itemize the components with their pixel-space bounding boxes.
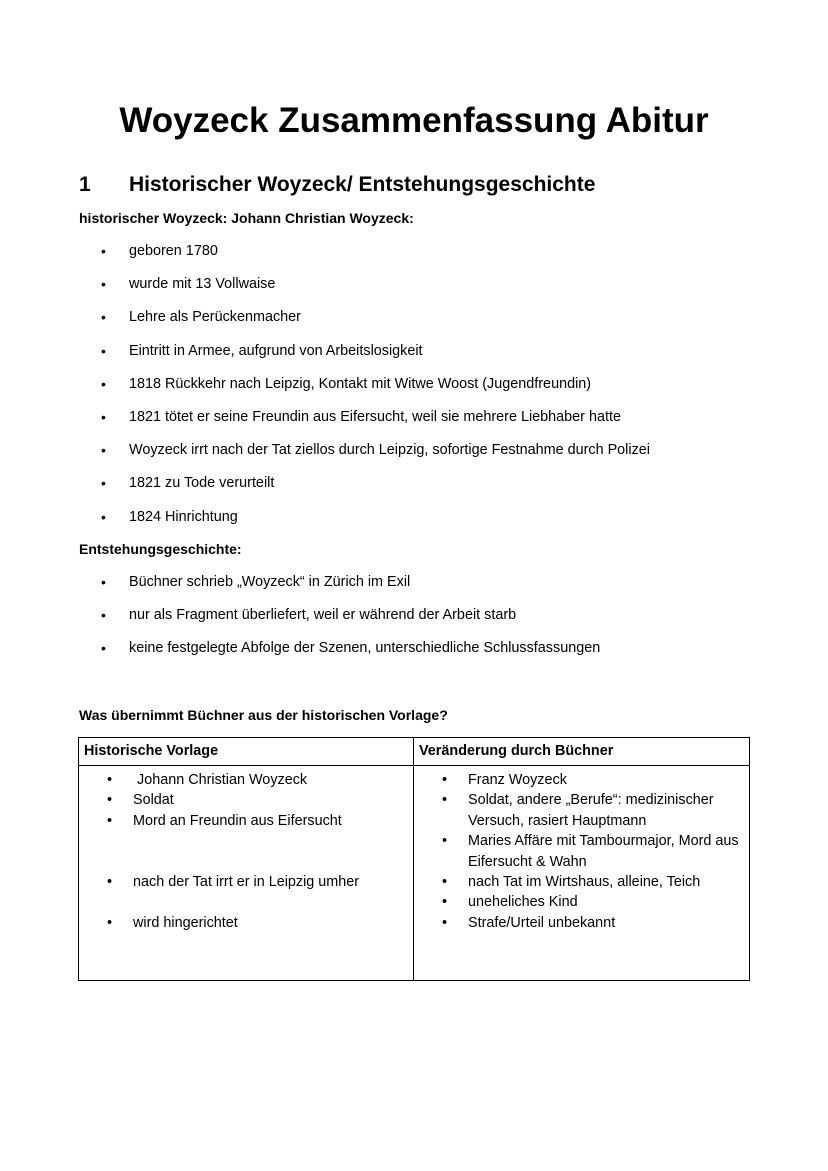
historical-cell: [79, 766, 414, 981]
bullet-icon: •: [107, 792, 113, 809]
list-item-text: 1821 zu Tode verurteilt: [129, 475, 275, 492]
bullet-icon: •: [101, 342, 106, 359]
column-header-historical: Historische Vorlage: [79, 738, 414, 766]
changes-cell: [414, 766, 750, 981]
list-item-text: nach Tat im Wirtshaus, alleine, Teich: [468, 874, 701, 891]
list-item: [79, 872, 413, 892]
list-item: [0, 605, 600, 638]
bullet-icon: •: [101, 475, 106, 492]
list-item: [0, 307, 650, 340]
list-item: [0, 374, 650, 407]
list-item-text: Mord an Freundin aus Eifersucht: [133, 812, 342, 829]
list-item-text: Eintritt in Armee, aufgrund von Arbeitslosigkeit: [129, 342, 423, 359]
bullet-icon: •: [101, 640, 106, 657]
bullet-icon: •: [101, 309, 106, 326]
list-item-text: nach der Tat irrt er in Leipzig umher: [133, 874, 360, 891]
bullet-icon: •: [107, 874, 113, 891]
list-item-text: 1824 Hinrichtung: [129, 508, 238, 525]
list-item-text: wird hingerichtet: [133, 914, 238, 931]
bullet-icon: •: [442, 772, 448, 788]
list-item-text: nur als Fragment überliefert, weil er während der Arbeit starb: [129, 607, 517, 624]
list-item-text: Büchner schrieb „Woyzeck“ in Zürich im Exil: [129, 574, 411, 590]
bullet-icon: •: [101, 243, 106, 259]
bullet-icon: •: [442, 874, 448, 891]
list-item: [0, 341, 650, 374]
list-item-text: 1818 Rückkehr nach Leipzig, Kontakt mit Witwe Woost (Jugendfreundin): [129, 375, 592, 392]
list-item: [79, 790, 413, 810]
historical-facts-list: [0, 241, 650, 540]
bullet-icon: •: [101, 574, 106, 590]
list-item-text: Soldat, andere „Berufe“: medizinischer Versuch, rasiert Hauptmann: [468, 792, 714, 829]
list-item-text: Johann Christian Woyzeck: [133, 772, 308, 788]
list-item: [414, 913, 749, 933]
list-item: [414, 790, 749, 831]
list-item-text: Strafe/Urteil unbekannt: [468, 914, 616, 931]
bullet-icon: •: [442, 914, 448, 931]
bullet-icon: •: [442, 792, 448, 809]
section-heading: [79, 170, 595, 200]
comparison-table: [78, 737, 750, 981]
bullet-icon: •: [101, 408, 106, 425]
list-item-text: geboren 1780: [129, 243, 218, 259]
origin-subheading: Entstehungsgeschichte:: [79, 541, 242, 557]
document-title: Woyzeck Zusammenfassung Abitur: [119, 101, 709, 140]
bullet-icon: •: [101, 508, 106, 525]
list-item-text: wurde mit 13 Vollwaise: [129, 276, 276, 293]
list-item-text: 1821 tötet er seine Freundin aus Eifersucht, weil sie mehrere Liebhaber hatte: [129, 408, 621, 425]
list-item: [79, 913, 413, 933]
section-number: 1: [79, 173, 91, 196]
list-item: [0, 274, 650, 307]
list-item: [0, 507, 650, 540]
list-item: [79, 770, 413, 790]
table-header-row: [79, 738, 750, 766]
list-item: [414, 770, 749, 790]
section-title: Historischer Woyzeck/ Entstehungsgeschichte: [129, 173, 596, 196]
list-item-text: Lehre als Perückenmacher: [129, 309, 301, 326]
list-item: [414, 892, 749, 912]
list-item: [0, 572, 600, 605]
comparison-question: Was übernimmt Büchner aus der historischen Vorlage?: [79, 707, 448, 723]
column-header-changes: Veränderung durch Büchner: [414, 738, 750, 766]
historical-source-list: [79, 770, 413, 933]
bullet-icon: •: [101, 607, 106, 624]
list-item-text: Soldat: [133, 792, 174, 809]
bullet-icon: •: [101, 276, 106, 293]
table-row: [79, 766, 750, 981]
list-item-text: keine festgelegte Abfolge der Szenen, unterschiedliche Schlussfassungen: [129, 640, 601, 657]
origin-facts-list: [0, 572, 600, 672]
list-item: [0, 407, 650, 440]
list-item: [0, 473, 650, 506]
bullet-icon: •: [442, 833, 448, 850]
bullet-icon: •: [107, 772, 113, 788]
list-item: [0, 241, 650, 274]
list-item: [414, 872, 749, 892]
list-item: [79, 811, 413, 831]
bullet-icon: •: [101, 442, 106, 459]
bullet-icon: •: [107, 812, 113, 829]
list-item-text: Franz Woyzeck: [468, 772, 567, 788]
bullet-icon: •: [101, 375, 106, 392]
list-item-text: Maries Affäre mit Tambourmajor, Mord aus Eifersucht & Wahn: [468, 833, 739, 870]
bullet-icon: •: [107, 914, 113, 931]
list-item-text: Woyzeck irrt nach der Tat ziellos durch Leipzig, sofortige Festnahme durch Polizei: [129, 442, 650, 459]
list-item: [0, 638, 600, 671]
buechner-changes-list: [414, 770, 749, 933]
list-item-text: uneheliches Kind: [468, 894, 578, 911]
list-item: [414, 831, 749, 872]
list-item: [0, 440, 650, 473]
bullet-icon: •: [442, 894, 448, 911]
historical-subheading: historischer Woyzeck: Johann Christian Woyzeck:: [79, 210, 414, 226]
